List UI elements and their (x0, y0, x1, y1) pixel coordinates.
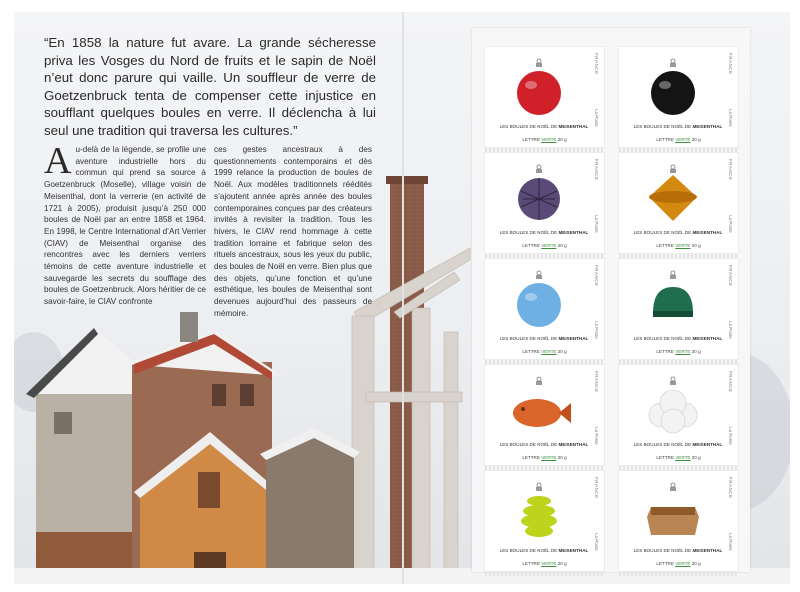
yellow-green-stack-ornament-icon (493, 477, 585, 547)
stamp-caption: LES BOULES DE NOËL DE MEISENTHAL (633, 548, 723, 553)
stamp-value: LETTRE VERTE 20 g (656, 561, 701, 566)
shed-building (260, 428, 360, 584)
stamp-4 (618, 152, 739, 254)
stamp-perforation (619, 572, 738, 576)
stamp-value: LETTRE VERTE 20 g (656, 455, 701, 460)
stamp-country-label: FRANCE (594, 53, 599, 75)
stamp-post-label: La Poste (594, 215, 599, 233)
stamp-value: LETTRE VERTE 20 g (522, 137, 567, 142)
stamp-caption: LES BOULES DE NOËL DE MEISENTHAL (499, 548, 589, 553)
stamp-value: LETTRE VERTE 20 g (656, 137, 701, 142)
amber-box-ornament-icon (627, 477, 719, 547)
black-sphere-ornament-icon (627, 53, 719, 123)
stamp-post-label: La Poste (728, 427, 733, 445)
amber-spinning-top-ornament-icon (627, 159, 719, 229)
stamp-country-label: FRANCE (728, 477, 733, 499)
stamp-value: LETTRE VERTE 20 g (656, 349, 701, 354)
stamp-value: LETTRE VERTE 20 g (656, 243, 701, 248)
stamp-post-label: La Poste (594, 427, 599, 445)
booklet-spread (14, 12, 790, 584)
stamp-caption: LES BOULES DE NOËL DE MEISENTHAL (633, 230, 723, 235)
stamp-post-label: La Poste (594, 321, 599, 339)
stamp-post-label: La Poste (594, 109, 599, 127)
purple-faceted-ornament-icon (493, 159, 585, 229)
green-dome-ornament-icon (627, 265, 719, 335)
stamp-post-label: La Poste (728, 215, 733, 233)
stamp-country-label: FRANCE (594, 159, 599, 181)
stamp-value: LETTRE VERTE 20 g (522, 455, 567, 460)
stamp-caption: LES BOULES DE NOËL DE MEISENTHAL (499, 230, 589, 235)
stamp-7 (484, 364, 605, 466)
stamp-10 (618, 470, 739, 572)
stamp-3 (484, 152, 605, 254)
drop-cap: A (44, 140, 72, 182)
stamp-value: LETTRE VERTE 20 g (522, 243, 567, 248)
stamp-perforation (485, 572, 604, 576)
stamp-caption: LES BOULES DE NOËL DE MEISENTHAL (499, 124, 589, 129)
red-sphere-ornament-icon (493, 53, 585, 123)
stamp-post-label: La Poste (728, 533, 733, 551)
stamp-country-label: FRANCE (594, 477, 599, 499)
center-fold (402, 12, 404, 584)
stamp-post-label: La Poste (594, 533, 599, 551)
stamp-8 (618, 364, 739, 466)
stamp-country-label: FRANCE (728, 159, 733, 181)
stamp-1 (484, 46, 605, 148)
article-column-2: ces gestes ancestraux à des questionnements contemporains et dès 1999 relance la production de boules de Noël. Aux modèles traditionnels réédités s’ajoutent année après année des boules contemporaines conçues par des créateurs invités à revisiter la tradition. Tous les hivers, le CIAV rend hommage à cette tradition lorraine et fabrique selon des rituels ancestraux, sous les yeux du public, des boules de Noël en verre. Bien plus que des objets, qu’une fonction et qu’une esthétique, les boules de Meisenthal sont devenues aujourd’hui des passeurs de mémoire. (214, 145, 372, 318)
stamp-post-label: La Poste (728, 109, 733, 127)
stamp-9 (484, 470, 605, 572)
stamp-caption: LES BOULES DE NOËL DE MEISENTHAL (633, 442, 723, 447)
stamp-post-label: La Poste (728, 321, 733, 339)
article-column-1 (44, 140, 206, 308)
stamp-5 (484, 258, 605, 360)
stamp-country-label: FRANCE (728, 53, 733, 75)
stamp-sheet (472, 28, 750, 572)
stamp-value: LETTRE VERTE 20 g (522, 561, 567, 566)
orange-fish-ornament-icon (493, 371, 585, 441)
stamp-value: LETTRE VERTE 20 g (522, 349, 567, 354)
stamp-country-label: FRANCE (728, 265, 733, 287)
intro-quote: “En 1858 la nature fut avare. La grande sécheresse priva les Vosges du Nord de fruits et le sapin de Noël n’eut donc parure qui vaille. Un souffleur de verre de Goetzenbruck tenta de compenser cette injustice en soufflant quelques boules en verre. Il déclencha à lui seul une tradition qui traversa les cultures.” (44, 35, 376, 138)
stamp-country-label: FRANCE (728, 371, 733, 393)
article-column-1-text: u-delà de la légende, se profile une aventure industrielle hors du commun qui prend sa source à Goetzenbruck (Moselle), village voisin de Meisenthal, dont la verrerie (en activité de 1721 à 2005), produisit jusqu’à 250 000 boules de Noël par an entre 1858 et 1964. En 1998, le Centre International d’Art Verrier (CIAV) de Meisenthal organise des rencontres avec les derniers verriers témoins de cette aventure industrielle et sauvegarde les secrets du soufflage des boules de Goetzenbruck. Alors héritier de ce savoir-faire, le CIAV confronte (44, 145, 206, 307)
stamp-country-label: FRANCE (594, 265, 599, 287)
stamp-caption: LES BOULES DE NOËL DE MEISENTHAL (633, 336, 723, 341)
stamp-6 (618, 258, 739, 360)
stamp-2 (618, 46, 739, 148)
blue-sphere-ornament-icon (493, 265, 585, 335)
stamp-caption: LES BOULES DE NOËL DE MEISENTHAL (633, 124, 723, 129)
stamp-caption: LES BOULES DE NOËL DE MEISENTHAL (499, 442, 589, 447)
white-cloud-ornament-icon (627, 371, 719, 441)
stamp-country-label: FRANCE (594, 371, 599, 393)
stamp-caption: LES BOULES DE NOËL DE MEISENTHAL (499, 336, 589, 341)
